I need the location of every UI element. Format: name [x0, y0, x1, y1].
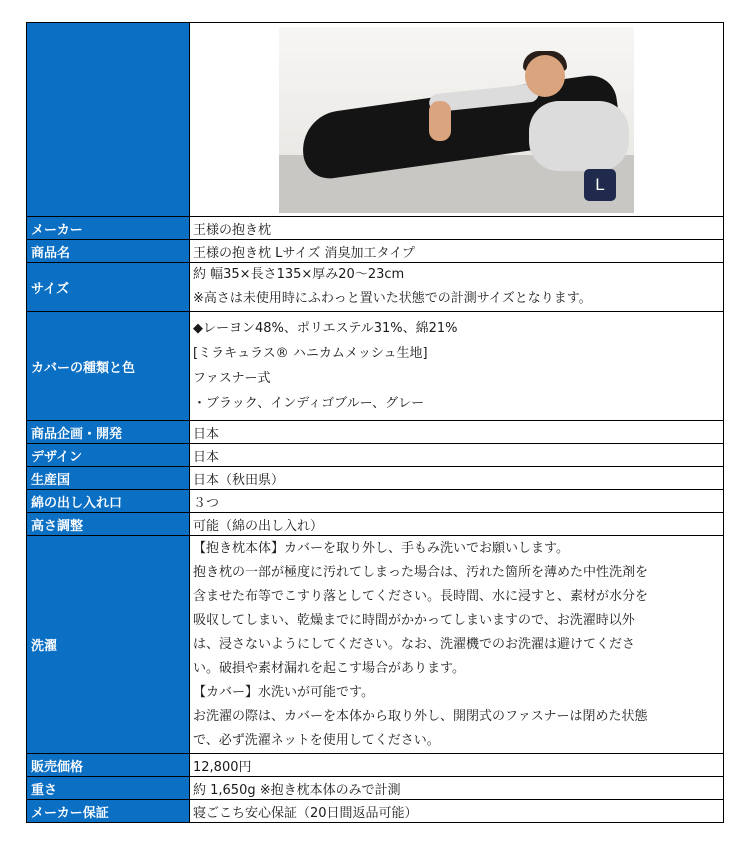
row-value: 【抱き枕本体】カバーを取り外し、手もみ洗いでお願いします。 抱き枕の一部が極度に汚れてしまった場合は、汚れた箇所を薄めた中性洗剤を 含ませた布等でこすり落としてください。長時間、水に浸すと、素材が水分を 吸収してしまい、乾燥までに時間がかかってしまいますので、お洗濯時以外 は、浸さないようにしてください。なお、洗濯機でのお洗濯は避けてくださ い。破損や素材漏れを起こす場合があります。 【カバー】水洗いが可能です。 お洗濯の際は、カバーを本体から取り外し、開閉式のファスナーは閉めた状態 で、必ず洗濯ネットを使用してください。	[190, 536, 724, 754]
row-warranty	[27, 800, 724, 823]
row-label: 重さ	[27, 777, 190, 800]
row-label: メーカー	[27, 217, 190, 240]
row-label: サイズ	[27, 263, 190, 312]
row-origin	[27, 467, 724, 490]
row-product-name	[27, 240, 724, 263]
product-photo	[279, 27, 634, 213]
row-value: ３つ	[190, 490, 724, 513]
row-height-adjust	[27, 513, 724, 536]
row-value: 日本	[190, 444, 724, 467]
row-planning	[27, 421, 724, 444]
photo-label-cell	[27, 23, 190, 217]
row-washing	[27, 536, 724, 754]
row-label: カバーの種類と色	[27, 312, 190, 421]
row-value: 約 1,650g ※抱き枕本体のみで計測	[190, 777, 724, 800]
row-label: メーカー保証	[27, 800, 190, 823]
row-value: 王様の抱き枕 Lサイズ 消臭加工タイプ	[190, 240, 724, 263]
row-value: 約 幅35×長さ135×厚み20～23cm ※高さは未使用時にふわっと置いた状態での計測サイズとなります。	[190, 263, 724, 312]
row-label: 販売価格	[27, 754, 190, 777]
row-label: 洗濯	[27, 536, 190, 754]
row-size	[27, 263, 724, 312]
row-label: 商品企画・開発	[27, 421, 190, 444]
row-value: 日本	[190, 421, 724, 444]
row-weight	[27, 777, 724, 800]
row-value: 寝ごこち安心保証（20日間返品可能）	[190, 800, 724, 823]
row-value: 可能（綿の出し入れ）	[190, 513, 724, 536]
product-spec-table	[26, 22, 724, 823]
row-label: 生産国	[27, 467, 190, 490]
row-label: 商品名	[27, 240, 190, 263]
row-design	[27, 444, 724, 467]
row-value: 日本（秋田県）	[190, 467, 724, 490]
sleeping-person	[525, 55, 565, 97]
row-label: 高さ調整	[27, 513, 190, 536]
row-label: デザイン	[27, 444, 190, 467]
photo-row	[27, 23, 724, 217]
row-openings	[27, 490, 724, 513]
row-value: ◆レーヨン48%、ポリエステル31%、綿21% [ミラキュラス® ハニカムメッシュ生地] ファスナー式 ・ブラック、インディゴブルー、グレー	[190, 312, 724, 421]
row-maker	[27, 217, 724, 240]
row-price	[27, 754, 724, 777]
row-cover	[27, 312, 724, 421]
photo-cell	[190, 23, 724, 217]
row-value: 王様の抱き枕	[190, 217, 724, 240]
row-value: 12,800円	[190, 754, 724, 777]
size-badge: L	[584, 169, 616, 201]
row-label: 綿の出し入れ口	[27, 490, 190, 513]
